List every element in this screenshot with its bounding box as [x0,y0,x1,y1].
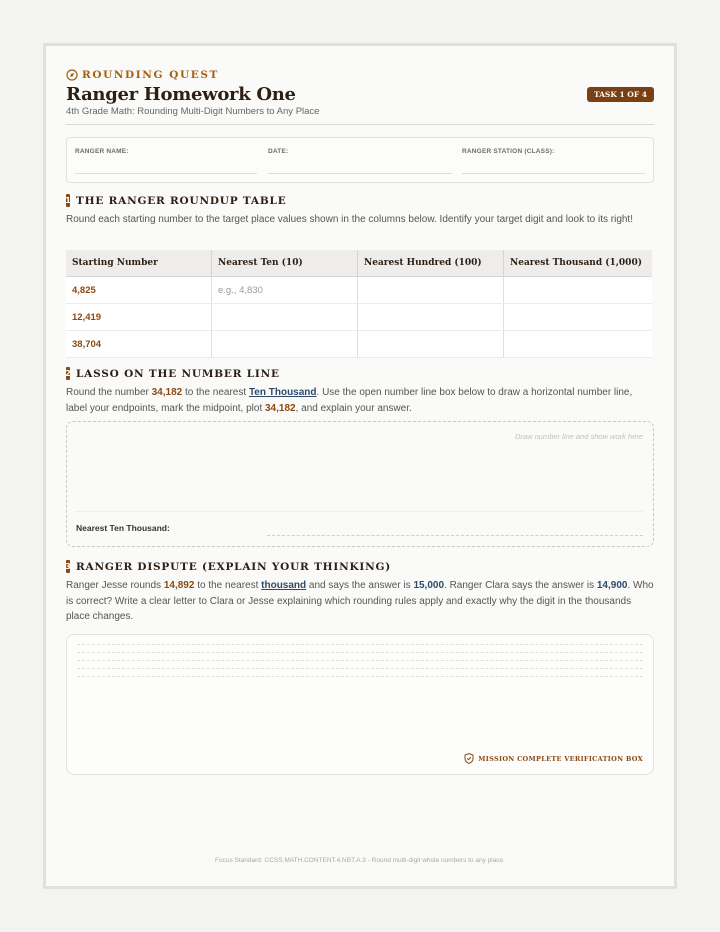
mission-writing-box[interactable] [66,634,654,775]
target-number: 34,182 [151,387,183,398]
ranger-name-field[interactable] [75,173,257,174]
footer-standard: Focus Standard: CCSS.MATH.CONTENT.4.NBT.A.3 - Round multi-digit whole numbers to any place. [215,857,505,864]
number-line-work-box[interactable] [66,421,654,547]
divider [75,511,643,512]
ranger-station-field[interactable] [462,173,645,174]
table-row [66,277,652,304]
answer-cell-thousand[interactable] [504,277,653,304]
section-title: THE RANGER ROUNDUP TABLE [76,194,287,207]
task-badge: TASK 1 OF 4 [587,87,654,102]
writing-line [77,644,643,645]
table-header-row [66,250,652,277]
answer-cell-hundred[interactable] [358,331,504,358]
answer-cell-ten[interactable] [212,304,358,331]
section-2-instructions: Round the number 34,182 to the nearest Ten Thousand. Use the open number line box below to draw a horizontal number line, label your endpoints, mark the midpoint, plot 34,182, and explain your answer. [66,387,633,414]
mission-verification-label [464,753,643,764]
column-header: Nearest Ten (10) [212,250,358,277]
writing-line [77,660,643,661]
column-header: Nearest Thousand (1,000) [504,250,653,277]
section-number: 3 [65,562,71,571]
target-number: 34,182 [265,402,296,414]
section-number: 2 [65,369,71,378]
header-divider [66,124,654,125]
answer-cell-ten[interactable] [212,277,358,304]
section-3-header [66,560,391,573]
clara-answer: 14,900 [596,580,628,591]
column-header: Starting Number [66,250,212,277]
section-2-header [66,367,280,380]
example-answer: e.g., 4,830 [218,284,263,296]
draw-hint: Draw number line and show work here [515,432,643,441]
brand [66,69,219,81]
starting-number: 38,704 [66,331,212,358]
jesse-answer: 15,000 [413,580,445,591]
section-1-instructions: Round each starting number to the target place values shown in the columns below. Identify your target digit and look to its right! [66,214,633,225]
answer-cell-hundred[interactable] [358,304,504,331]
section-title: LASSO ON THE NUMBER LINE [76,367,280,380]
roundup-table-wrap [66,250,652,358]
column-header: Nearest Hundred (100) [358,250,504,277]
starting-number: 12,419 [66,304,212,331]
page-subtitle: 4th Grade Math: Rounding Multi-Digit Numbers to Any Place [66,106,320,117]
ranger-info-box [66,137,654,183]
writing-line [77,668,643,669]
target-number: 14,892 [163,580,195,591]
page-title: Ranger Homework One [66,84,296,105]
answer-cell-thousand[interactable] [504,304,653,331]
section-title: RANGER DISPUTE (EXPLAIN YOUR THINKING) [76,560,392,573]
section-3-instructions: Ranger Jesse rounds 14,892 to the nearest thousand and says the answer is 15,000. Ranger Clara says the answer is 14,900. Who is correct? Write a clear letter to Clara or Jesse explaining which rounding rules apply and exactly why the digit in the thousands place changes. [66,580,654,622]
ranger-station-label: RANGER STATION (CLASS): [462,148,555,155]
date-label: DATE: [268,148,289,155]
starting-number: 4,825 [66,277,212,304]
answer-cell-thousand[interactable] [504,331,653,358]
brand-label: ROUNDING QUEST [82,69,219,81]
compass-icon [66,69,78,81]
worksheet-page [43,43,677,889]
answer-line[interactable] [267,535,643,536]
shield-check-icon [464,753,474,764]
writing-line [77,652,643,653]
date-field[interactable] [268,173,452,174]
target-place: Ten Thousand [248,387,317,398]
answer-cell-hundred[interactable] [358,277,504,304]
table-row [66,331,652,358]
mission-label-text: MISSION COMPLETE VERIFICATION BOX [478,754,643,763]
target-place: thousand [261,580,307,591]
answer-label: Nearest Ten Thousand: [76,523,170,533]
roundup-table [66,250,652,358]
ranger-name-label: RANGER NAME: [75,148,129,155]
section-number: 1 [65,196,71,205]
table-row [66,304,652,331]
section-1-header [66,194,287,207]
answer-cell-ten[interactable] [212,331,358,358]
writing-line [77,676,643,677]
